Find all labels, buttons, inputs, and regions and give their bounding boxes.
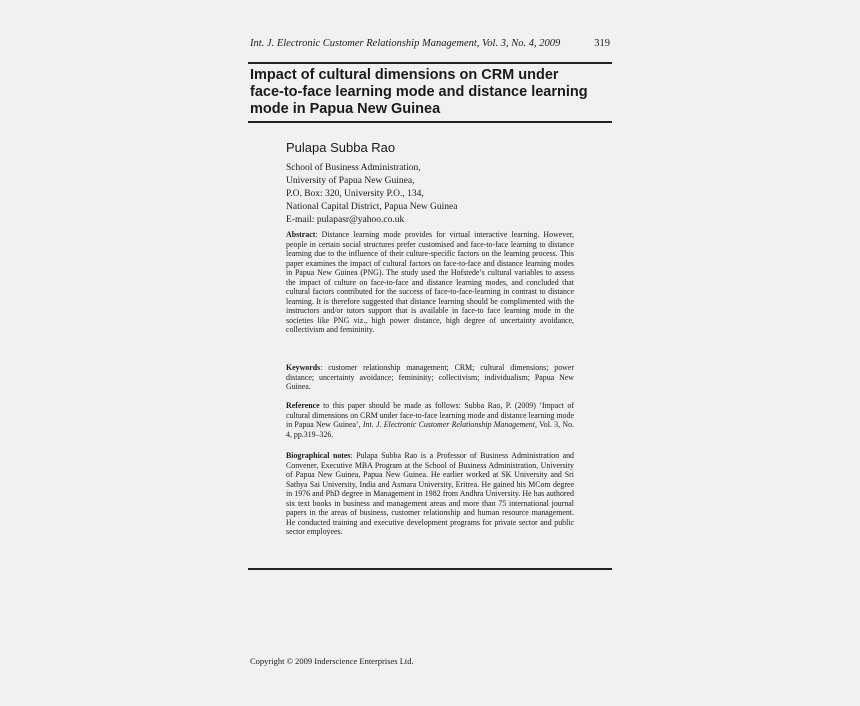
title-line: face-to-face learning mode and distance learning [250, 84, 588, 100]
bio-label: Biographical notes [286, 451, 351, 460]
keywords-text: : customer relationship management; CRM; cultural dimensions; power distance; uncertainty avoidance; femininity; collectivism; individualism; Papua New Guinea. [286, 363, 574, 391]
author-name: Pulapa Subba Rao [286, 140, 396, 155]
reference-journal: Int. J. Electronic Customer Relationship Management [362, 420, 535, 429]
title-line: mode in Papua New Guinea [250, 101, 441, 117]
top-rule [248, 62, 612, 64]
affiliation-line: P.O. Box: 320, University P.O., 134, [286, 189, 424, 199]
title-rule [248, 121, 612, 123]
keywords-label: Keywords [286, 363, 321, 372]
title-line: Impact of cultural dimensions on CRM under [250, 67, 559, 83]
keywords-paragraph [286, 363, 574, 392]
author-email: E-mail: pulapasr@yahoo.co.uk [286, 215, 405, 225]
reference-details: , Vol. 3, No. 4, pp.319–326. [286, 420, 574, 439]
copyright-notice: Copyright © 2009 Inderscience Enterprises Ltd. [250, 656, 414, 666]
abstract-text: : Distance learning mode provides for virtual interactive learning. However, people in certain social structures prefer customised and face-to-face learning to distance learning due to the influence of their culture-specific factors on the learning process. This paper examines the impact of cultural factors on face-to-face and distance learning modes in Papua New Guinea (PNG). The study used the Hofstede’s cultural variables to assess the impact of culture on face-to-face and distance learning modes, and concluded that cultural factors contributed for the success of face-to-face-learning in contrast to distance learning. It is therefore suggested that distance learning should be complimented with the instructors and/or tutors support that is available in face-to face learning mode in the societies like PNG viz., high power distance, high degree of uncertainty avoidance, collectivism and femininity. [286, 230, 574, 334]
reference-paragraph [286, 401, 574, 439]
bio-text: : Pulapa Subba Rao is a Professor of Business Administration and Convener, Executive MBA Program at the School of Business Administration, University of Papua New Guinea, Papua New Guinea. He earlier worked at SK University and Sri Sathya Sai University, India and Asmara University, Eritrea. He gained his MCom degree in 1976 and PhD degree in Management in 1982 from Andhra University. He has authored six text books in business and management areas and more than 75 international journal papers in the areas of business, customer relationship and human resource management. He conducted training and executive development programs for private sector and public sector employees. [286, 451, 574, 536]
author-affiliation [286, 162, 457, 227]
affiliation-line: University of Papua New Guinea, [286, 176, 415, 186]
affiliation-line: National Capital District, Papua New Guinea [286, 202, 458, 212]
page-number: 319 [594, 38, 610, 49]
abstract-label: Abstract [286, 230, 316, 239]
journal-header [250, 38, 610, 54]
biographical-notes-paragraph [286, 451, 574, 537]
reference-label: Reference [286, 401, 320, 410]
affiliation-line: School of Business Administration, [286, 163, 421, 173]
paper-title [250, 67, 612, 118]
reference-text: to this paper should be made as follows: Subba Rao, P. (2009) ‘Impact of cultural dimensions on CRM under face-to-face learning mode and distance learning mode in Papua New Guinea’, [286, 401, 574, 429]
bottom-rule [248, 568, 612, 570]
abstract-paragraph [286, 230, 574, 335]
journal-citation: Int. J. Electronic Customer Relationship Management, Vol. 3, No. 4, 2009 [250, 38, 561, 49]
